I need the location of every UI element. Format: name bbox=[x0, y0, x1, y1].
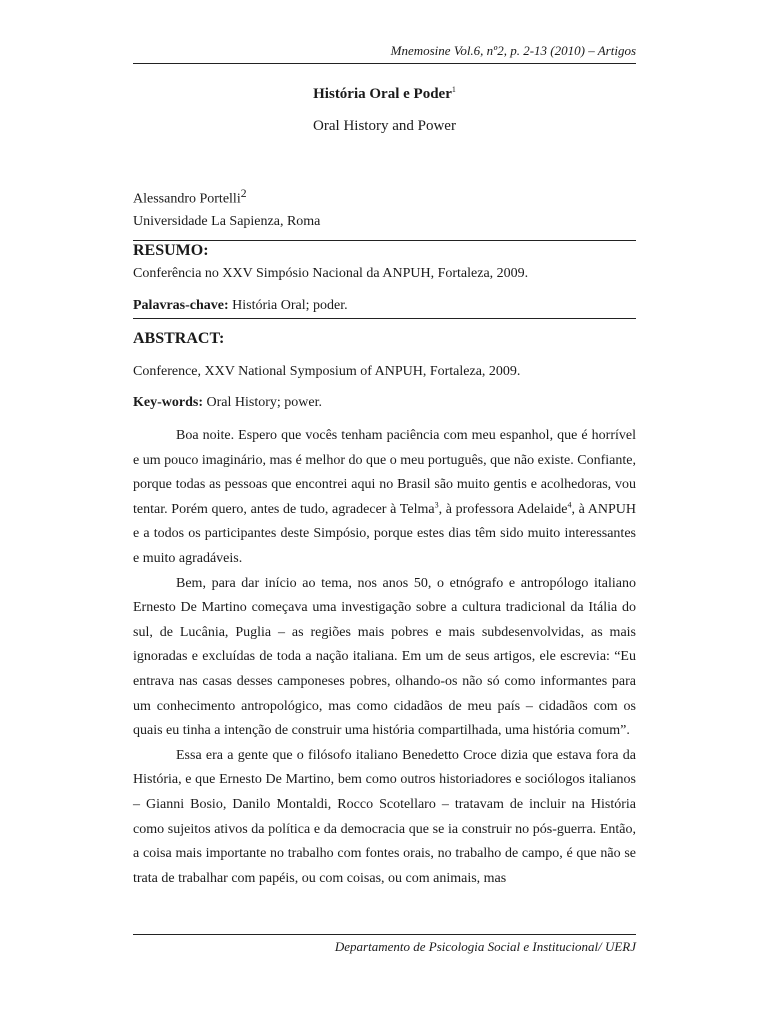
body-paragraph-3: Essa era a gente que o filósofo italiano Benedetto Croce dizia que estava fora da História, e que Ernesto De Martino, bem como outros historiadores e sociólogos italianos – Gianni Bosio, Danilo Montaldi, Rocco Scotellaro – tratavam de incluir na História como sujeitos ativos da política e da democracia que se ia construir no pós-guerra. Então, a coisa mais importante no trabalho com fontes orais, no trabalho de campo, é que não se trata de trabalhar com papéis, ou com coisas, ou com animais, mas bbox=[133, 747, 636, 886]
abstract-keywords-value: Oral History; power. bbox=[206, 395, 322, 410]
article-title-text: História Oral e Poder bbox=[313, 86, 452, 102]
author-affiliation: Universidade La Sapienza, Roma bbox=[133, 213, 321, 229]
footnote-ref-3[interactable]: 3 bbox=[434, 500, 439, 510]
resumo-keywords-value: História Oral; poder. bbox=[232, 298, 348, 313]
abstract-text: Conference, XXV National Symposium of ANPUH, Fortaleza, 2009. bbox=[133, 364, 521, 379]
abstract-keywords-label: Key-words: bbox=[133, 395, 203, 410]
resumo-heading: RESUMO: bbox=[133, 242, 209, 259]
body-paragraph-1-part-c: , à ANPUH e a todos os participantes deste Simpósio, porque estes dias têm sido muito interessantes e muito agradáveis. bbox=[133, 501, 637, 566]
author-name bbox=[133, 183, 320, 211]
title-block bbox=[133, 84, 636, 136]
resumo-text: Conferência no XXV Simpósio Nacional da ANPUH, Fortaleza, 2009. bbox=[133, 266, 529, 281]
abstract-heading: ABSTRACT: bbox=[133, 330, 225, 347]
body-paragraph-1-part-a: Boa noite. Espero que vocês tenham paciência com meu espanhol, que é horrível e um pouco imaginário, mas é melhor do que o meu português, que não existe. Confiante, porque todas as pessoas que encontrei aqui no Brasil são muito gentis e acolhedoras, vou tentar. Porém quero, antes de tudo, agradecer à Telma bbox=[133, 428, 636, 517]
footnote-ref-4[interactable]: 4 bbox=[567, 500, 572, 510]
body-paragraph-1 bbox=[133, 424, 636, 572]
running-head: Mnemosine Vol.6, nº2, p. 2-13 (2010) – Artigos bbox=[133, 42, 636, 64]
footnote-ref-2[interactable]: 2 bbox=[240, 187, 247, 200]
body-paragraph-1-part-b: , à professora Adelaide bbox=[438, 501, 568, 517]
article-title bbox=[133, 84, 636, 104]
abstract-top-rule bbox=[133, 318, 636, 319]
abstract-keywords bbox=[133, 393, 636, 413]
article-body bbox=[133, 424, 636, 891]
footnote-ref-1[interactable]: 1 bbox=[451, 85, 456, 94]
article-subtitle: Oral History and Power bbox=[313, 118, 456, 134]
author-name-text: Alessandro Portelli bbox=[133, 191, 241, 207]
body-paragraph-2: Bem, para dar início ao tema, nos anos 50, o etnógrafo e antropólogo italiano Ernesto De Martino começava uma investigação sobre a cultura tradicional da Itália do sul, de Lucânia, Puglia – as regiões mais pobres e mais subdesenvolvidas, as mais ignoradas e excluídas de toda a nação italiana. Em um de seus artigos, ele escrevia: “Eu entrava nas casas desses camponeses pobres, olhando-os não só como informantes para um conhecimento antropológico, mas como cidadãos de meu país – cidadãos com os quais eu tinha a intenção de construir uma história compartilhada, uma história comum”. bbox=[133, 575, 636, 739]
author-block bbox=[133, 183, 320, 233]
page-footer: Departamento de Psicologia Social e Institucional/ UERJ bbox=[133, 934, 636, 956]
resumo-keywords bbox=[133, 296, 636, 316]
resumo-keywords-label: Palavras-chave: bbox=[133, 298, 229, 313]
